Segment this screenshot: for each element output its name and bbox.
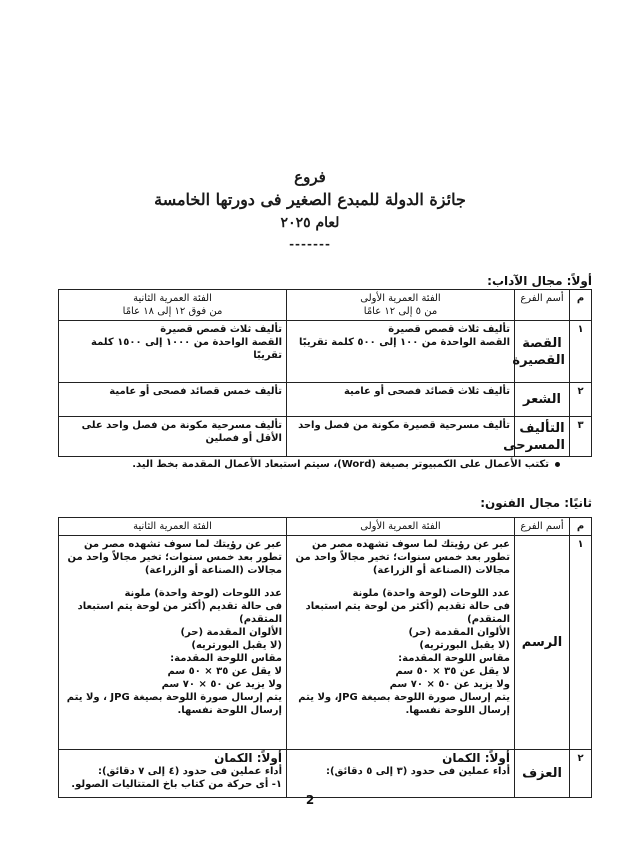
spacer bbox=[291, 577, 510, 587]
painting-cat2-line: الألوان المقدمة (حر) bbox=[180, 627, 282, 638]
row-branch: التأليف المسرحى bbox=[515, 417, 570, 457]
col-cat2-header: الفئة العمرية الثانية bbox=[59, 518, 287, 536]
row-branch: العزف bbox=[515, 750, 570, 798]
row-branch: القصة القصيرة bbox=[515, 321, 570, 383]
row-cat1-line: القصة الواحدة من ١٠٠ إلى ٥٠٠ كلمة تقريبًا bbox=[299, 337, 510, 348]
painting-cat2-line: لا يقل عن ٣٥ × ٥٠ سم bbox=[167, 666, 282, 677]
row-num: ٣ bbox=[570, 417, 592, 457]
col-cat1-header: الفئة العمرية الأولى bbox=[287, 518, 515, 536]
cat2-title: الفئة العمرية الثانية bbox=[133, 293, 212, 304]
music-cat2-subtitle: أولاً: الكمان bbox=[214, 751, 282, 765]
col-cat2-header bbox=[59, 290, 287, 321]
heading-award-title: جائزة الدولة للمبدع الصغير فى دورتها الخامسة bbox=[154, 190, 466, 209]
arts-table bbox=[58, 517, 592, 798]
painting-cat1-line: عدد اللوحات (لوحة واحدة) ملونة bbox=[352, 588, 510, 599]
section-literature-title: أولاً: مجال الآداب: bbox=[487, 274, 592, 288]
table-row bbox=[59, 536, 592, 750]
row-cat2: تأليف خمس قصائد فصحى أو عامية bbox=[59, 383, 287, 417]
row-cat1-line: تأليف ثلاث قصص قصيرة bbox=[388, 324, 510, 335]
painting-cat2 bbox=[59, 536, 287, 750]
painting-cat1 bbox=[287, 536, 515, 750]
col-num-header: م bbox=[570, 518, 592, 536]
row-cat2-line: القصة الواحدة من ١٠٠٠ إلى ١٥٠٠ كلمة تقريبًا bbox=[91, 337, 282, 361]
painting-cat2-line: عبر عن رؤيتك لما سوف تشهده مصر من تطور بعد خمس سنوات؛ تخير مجالاً واحد من مجالات (الصناعة أو الزراعة) bbox=[67, 539, 282, 576]
painting-cat1-line: يتم إرسال صورة اللوحة بصيغة JPG، ولا يتم إرسال اللوحة نفسها. bbox=[298, 692, 510, 716]
row-num: ١ bbox=[570, 321, 592, 383]
painting-cat2-line: عدد اللوحات (لوحة واحدة) ملونة bbox=[124, 588, 282, 599]
table-header-row bbox=[59, 518, 592, 536]
col-branch-header: أسم الفرع bbox=[515, 290, 570, 321]
cat1-title: الفئة العمرية الأولى bbox=[360, 293, 441, 304]
music-cat2 bbox=[59, 750, 287, 798]
submission-note-text: تكتب الأعمال على الكمبيوتر بصيغة (Word)، سيتم استبعاد الأعمال المقدمة بخط اليد. bbox=[132, 459, 549, 470]
row-cat1: تأليف ثلاث قصائد فصحى أو عامية bbox=[287, 383, 515, 417]
bullet-icon bbox=[555, 462, 560, 467]
page-number: 2 bbox=[305, 793, 315, 807]
table-header-row bbox=[59, 290, 592, 321]
table-row bbox=[59, 750, 592, 798]
row-branch: الشعر bbox=[515, 383, 570, 417]
painting-cat1-line: ولا يزيد عن ٥٠ × ٧٠ سم bbox=[389, 679, 510, 690]
painting-cat1-line: لا يقل عن ٣٥ × ٥٠ سم bbox=[395, 666, 510, 677]
row-cat2 bbox=[59, 321, 287, 383]
painting-cat1-line: مقاس اللوحة المقدمة: bbox=[398, 653, 510, 664]
table-row bbox=[59, 321, 592, 383]
painting-cat1-line: الألوان المقدمة (حر) bbox=[408, 627, 510, 638]
row-cat1 bbox=[287, 321, 515, 383]
col-branch-header: أسم الفرع bbox=[515, 518, 570, 536]
col-num-header: م bbox=[570, 290, 592, 321]
painting-cat2-line: ولا يزيد عن ٥٠ × ٧٠ سم bbox=[161, 679, 282, 690]
row-num: ١ bbox=[570, 536, 592, 750]
submission-note bbox=[132, 459, 560, 470]
heading-branches: فروع bbox=[294, 168, 326, 186]
painting-cat2-line: (لا يقبل البورتريه) bbox=[191, 640, 282, 651]
music-cat1-line: أداء عملين فى حدود (٣ إلى ٥ دقائق): bbox=[325, 766, 510, 777]
row-branch: الرسم bbox=[515, 536, 570, 750]
section-arts-title: ثانيًا: مجال الفنون: bbox=[480, 496, 592, 510]
music-cat2-line: أداء عملين فى حدود (٤ إلى ٧ دقائق): bbox=[97, 766, 282, 777]
painting-cat1-line: فى حالة تقديم (أكثر من لوحة يتم استبعاد المتقدم) bbox=[305, 601, 510, 625]
table-row bbox=[59, 383, 592, 417]
table-row bbox=[59, 417, 592, 457]
heading-divider: ------- bbox=[289, 237, 331, 251]
row-num: ٢ bbox=[570, 750, 592, 798]
painting-cat1-line: (لا يقبل البورتريه) bbox=[419, 640, 510, 651]
music-cat1 bbox=[287, 750, 515, 798]
row-cat1: تأليف مسرحية قصيرة مكونة من فصل واحد bbox=[287, 417, 515, 457]
music-cat2-line: ١- أى حركة من كتاب باخ المتتاليات الصولو. bbox=[71, 779, 282, 790]
row-cat2: تأليف مسرحية مكونة من فصل واحد على الأقل أو فصلين bbox=[59, 417, 287, 457]
col-cat1-header bbox=[287, 290, 515, 321]
painting-cat2-line: يتم إرسال صورة اللوحة بصيغة JPG ، ولا يتم إرسال اللوحة نفسها. bbox=[66, 692, 282, 716]
painting-cat2-line: مقاس اللوحة المقدمة: bbox=[170, 653, 282, 664]
painting-cat2-line: فى حالة تقديم (أكثر من لوحة يتم استبعاد المتقدم) bbox=[77, 601, 282, 625]
row-cat2-line: تأليف ثلاث قصص قصيرة bbox=[160, 324, 282, 335]
painting-cat1-line: عبر عن رؤيتك لما سوف تشهده مصر من تطور بعد خمس سنوات؛ تخير مجالاً واحد من مجالات (الصناعة أو الزراعة) bbox=[295, 539, 510, 576]
literature-table bbox=[58, 289, 592, 457]
cat1-range: من ٥ إلى ١٢ عامًا bbox=[363, 306, 438, 317]
spacer bbox=[63, 577, 282, 587]
heading-year: لعام ٢٠٢٥ bbox=[280, 215, 340, 231]
row-num: ٢ bbox=[570, 383, 592, 417]
cat2-range: من فوق ١٢ إلى ١٨ عامًا bbox=[122, 306, 223, 317]
music-cat1-subtitle: أولاً: الكمان bbox=[442, 751, 510, 765]
